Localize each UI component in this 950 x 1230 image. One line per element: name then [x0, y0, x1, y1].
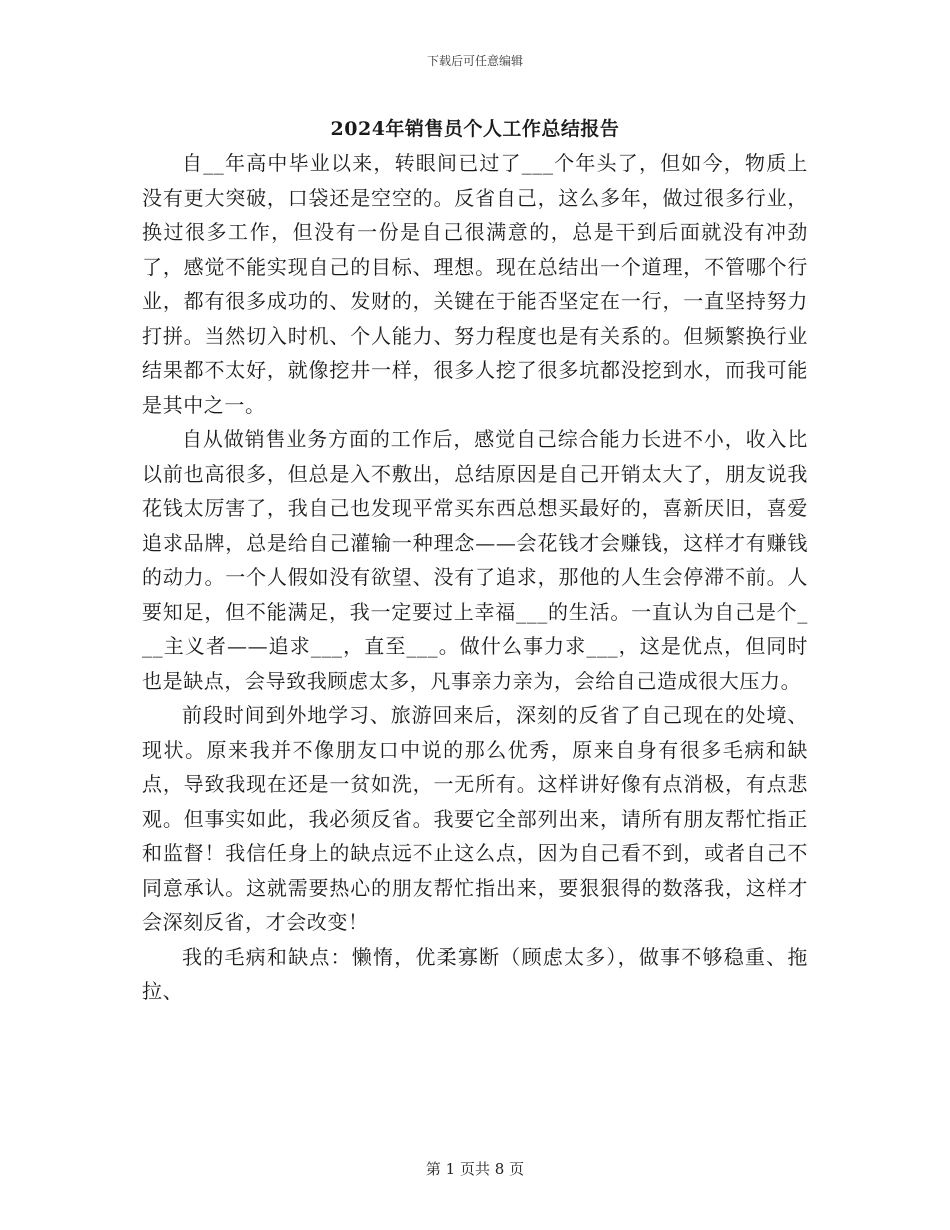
- document-body: [142, 146, 808, 1009]
- paragraph-1: 自__年高中毕业以来，转眼间已过了___个年头了，但如今，物质上没有更大突破，口袋还是空空的。反省自己，这么多年，做过很多行业，换过很多工作，但没有一份是自己很满意的，总是干到后面就没有冲劲了，感觉不能实现自己的目标、理想。现在总结出一个道理，不管哪个行业，都有很多成功的、发财的，关键在于能否坚定在一行，一直坚持努力打拼。当然切入时机、个人能力、努力程度也是有关系的。但频繁换行业结果都不太好，就像挖井一样，很多人挖了很多坑都没挖到水，而我可能是其中之一。: [142, 151, 808, 417]
- document-title: 2024年销售员个人工作总结报告: [330, 118, 620, 140]
- paragraph-3: 前段时间到外地学习、旅游回来后，深刻的反省了自己现在的处境、现状。原来我并不像朋友口中说的那么优秀，原来自身有很多毛病和缺点，导致我现在还是一贫如洗，一无所有。这样讲好像有点消极，有点悲观。但事实如此，我必须反省。我要它全部列出来，请所有朋友帮忙指正和监督！我信任身上的缺点远不止这么点，因为自己看不到，或者自己不同意承认。这就需要热心的朋友帮忙指出来，要狠狠得的数落我，这样才会深刻反省，才会改变！: [142, 703, 808, 934]
- paragraph-2: 自从做销售业务方面的工作后，感觉自己综合能力长进不小，收入比以前也高很多，但总是入不敷出，总结原因是自己开销太大了，朋友说我花钱太厉害了，我自己也发现平常买东西总想买最好的，喜新厌旧，喜爱追求品牌，总是给自己灌输一种理念——会花钱才会赚钱，这样才有赚钱的动力。一个人假如没有欲望、没有了追求，那他的人生会停滞不前。人要知足，但不能满足，我一定要过上幸福___的生活。一直认为自己是个___主义者——追求___，直至___。做什么事力求___，这是优点，但同时也是缺点，会导致我顾虑太多，凡事亲力亲为，会给自己造成很大压力。: [142, 427, 808, 693]
- header-note: 下载后可任意编辑: [426, 54, 523, 68]
- page-footer: 第 1 页共 8 页: [425, 1160, 525, 1178]
- paragraph-4: 我的毛病和缺点：懒惰，优柔寡断（顾虑太多），做事不够稳重、拖拉、: [142, 944, 808, 1003]
